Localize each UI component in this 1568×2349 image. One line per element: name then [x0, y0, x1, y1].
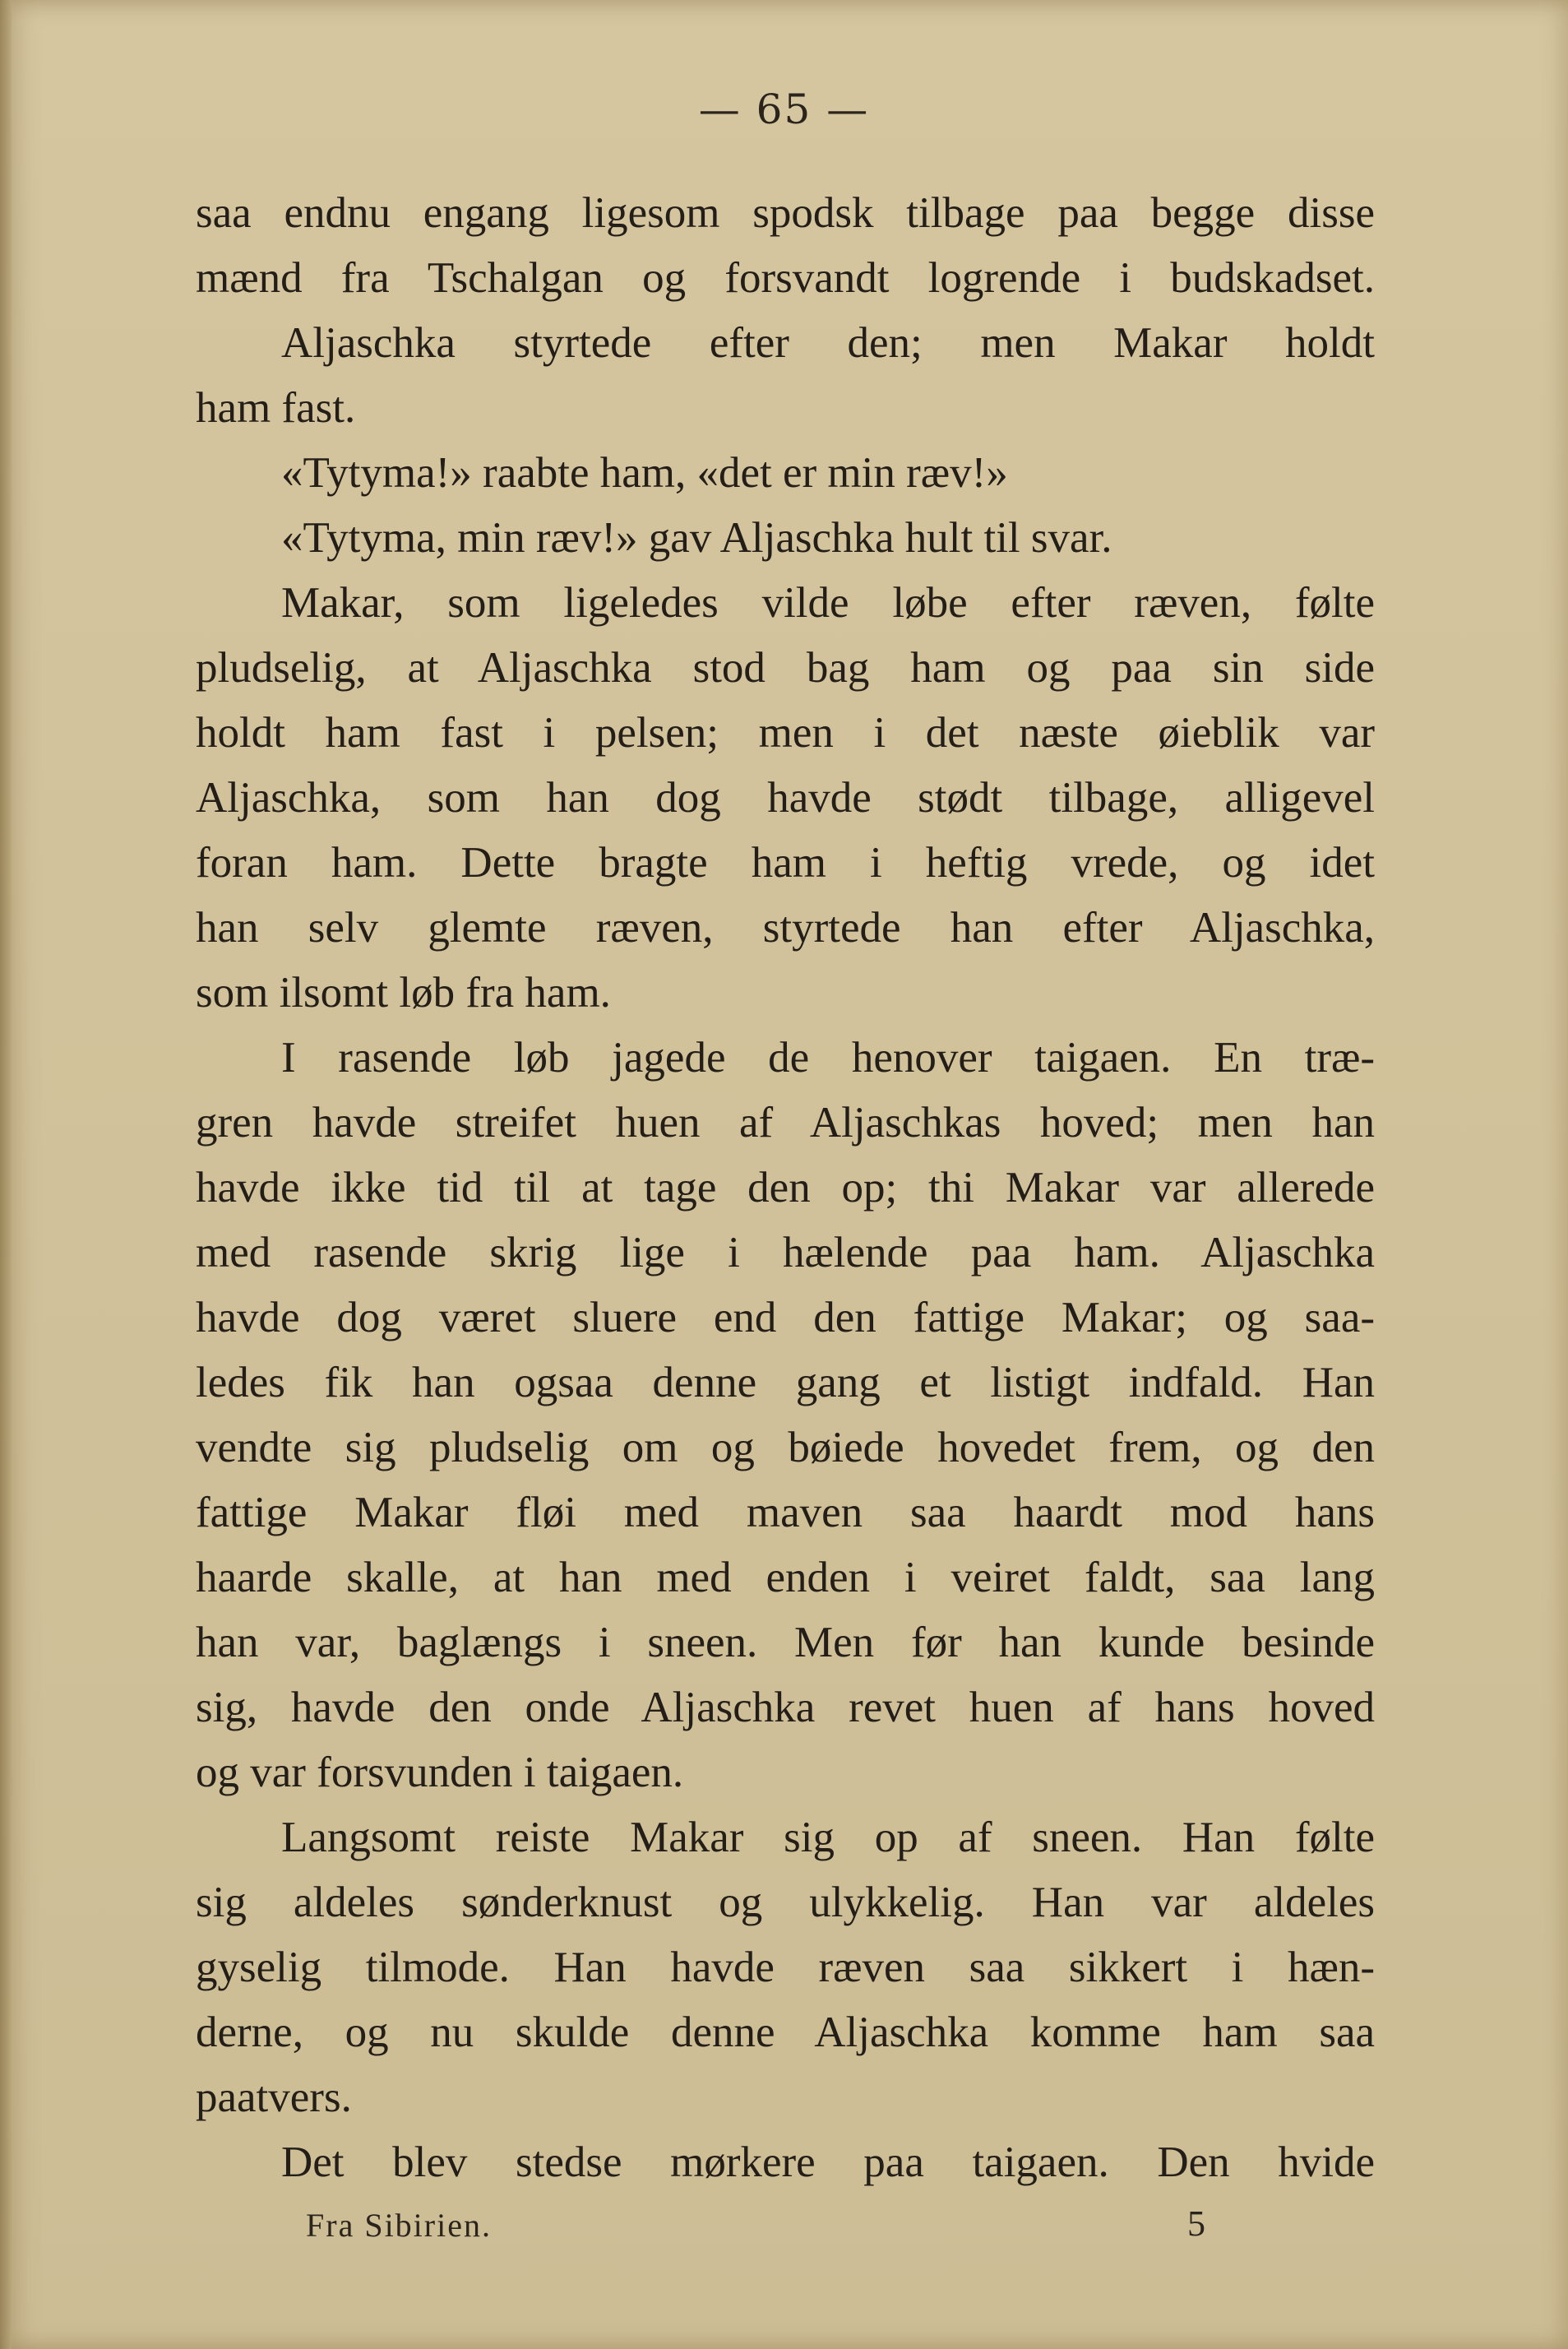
text-line: sig aldeles sønderknust og ulykkelig. Han var aldeles	[196, 1879, 1375, 1926]
text-line: med rasende skrig lige i hælende paa ham. Aljaschka	[196, 1229, 1375, 1276]
page-body-text	[196, 181, 1375, 2195]
text-line: som ilsomt løb fra ham.	[196, 969, 611, 1017]
text-line: gren havde streifet huen af Aljaschkas hoved; men han	[196, 1099, 1375, 1147]
text-line: paatvers.	[196, 2073, 352, 2121]
text-line: saa endnu engang ligesom spodsk tilbage paa begge disse	[196, 189, 1375, 237]
text-line: Aljaschka, som han dog havde stødt tilbage, alligevel	[196, 774, 1375, 822]
page-binding-edge	[0, 0, 12, 2349]
text-line: holdt ham fast i pelsen; men i det næste øieblik var	[196, 709, 1375, 757]
text-line: foran ham. Dette bragte ham i heftig vrede, og idet	[196, 839, 1375, 887]
text-line: han selv glemte ræven, styrtede han efter Aljaschka,	[196, 904, 1375, 952]
text-line: fattige Makar fløi med maven saa haardt mod hans	[196, 1489, 1375, 1536]
text-line: vendte sig pludselig om og bøiede hovedet frem, og den	[196, 1424, 1375, 1471]
text-line: Makar, som ligeledes vilde løbe efter ræven, følte	[281, 579, 1375, 627]
text-line: ham fast.	[196, 384, 356, 432]
text-line: og var forsvunden i taigaen.	[196, 1749, 684, 1796]
text-line: havde ikke tid til at tage den op; thi Makar var allerede	[196, 1164, 1375, 1212]
text-line: sig, havde den onde Aljaschka revet huen af hans hoved	[196, 1684, 1375, 1731]
text-line: derne, og nu skulde denne Aljaschka komme ham saa	[196, 2008, 1375, 2056]
text-line: «Tytyma, min ræv!» gav Aljaschka hult til svar.	[281, 514, 1112, 562]
text-line: mænd fra Tschalgan og forsvandt logrende i budskadset.	[196, 254, 1375, 302]
text-line: han var, baglængs i sneen. Men før han kunde besinde	[196, 1619, 1375, 1666]
text-line: Langsomt reiste Makar sig op af sneen. Han følte	[281, 1814, 1375, 1861]
text-line: pludselig, at Aljaschka stod bag ham og paa sin side	[196, 644, 1375, 692]
text-line: Det blev stedse mørkere paa taigaen. Den hvide	[281, 2138, 1375, 2186]
footer-signature-mark: 5	[1187, 2203, 1205, 2244]
text-line: haarde skalle, at han med enden i veiret faldt, saa lang	[196, 1554, 1375, 1601]
footer-book-title: Fra Sibirien.	[306, 2207, 492, 2244]
text-line: I rasende løb jagede de henover taigaen. En træ-	[281, 1034, 1375, 1082]
text-line: Aljaschka styrtede efter den; men Makar holdt	[281, 319, 1375, 367]
text-line: havde dog været sluere end den fattige Makar; og saa-	[196, 1294, 1375, 1341]
text-line: gyselig tilmode. Han havde ræven saa sikkert i hæn-	[196, 1944, 1375, 1991]
text-line: «Tytyma!» raabte ham, «det er min ræv!»	[281, 449, 1008, 497]
page-number-header: — 65 —	[698, 86, 870, 133]
text-line: ledes fik han ogsaa denne gang et listigt indfald. Han	[196, 1359, 1375, 1406]
